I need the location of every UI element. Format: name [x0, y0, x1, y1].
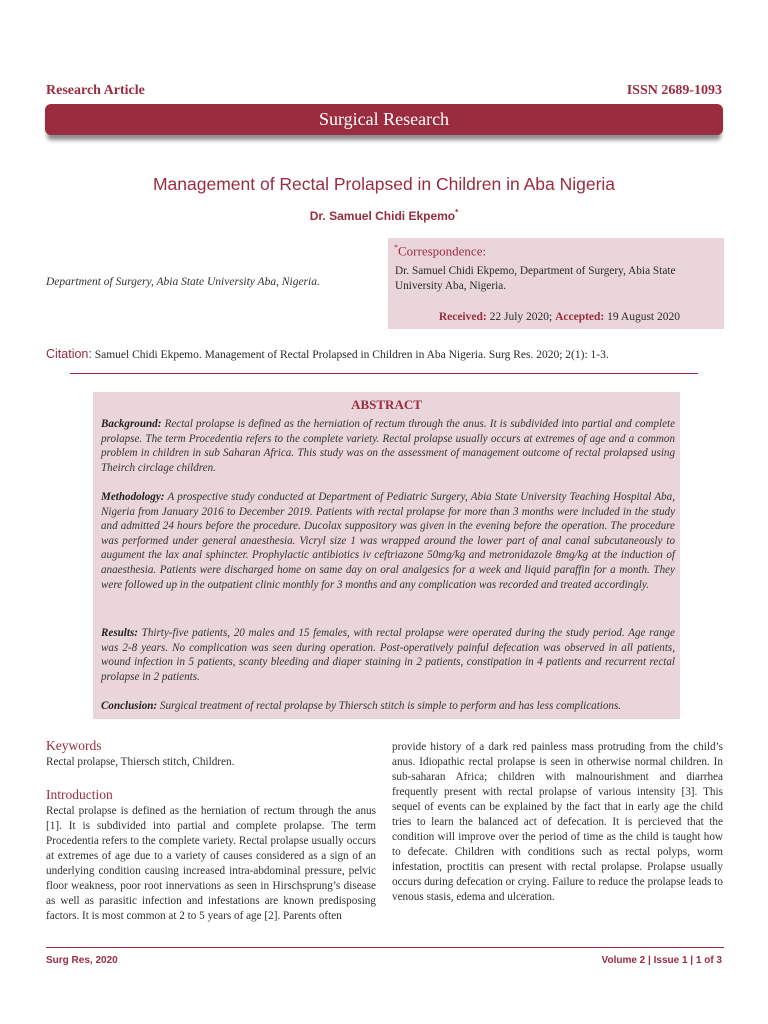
- header-row: [46, 83, 722, 101]
- affiliation: Department of Surgery, Abia State University Aba, Nigeria.: [46, 276, 320, 288]
- journal-banner: [45, 104, 723, 135]
- divider: [70, 373, 698, 374]
- author-line: [40, 208, 728, 223]
- abstract-conclusion: Conclusion: Surgical treatment of rectal prolapse by Thiersch stitch is simple to perform and has less complications.: [101, 700, 622, 712]
- citation-label: Citation:: [46, 347, 92, 361]
- abstract-background: Background: Rectal prolapse is defined as the herniation of rectum through the anus. It is subdivided into partial and complete prolapse. The term Procedentia refers to the complete variety. Rectal prolapse usually occurs at extremes of age and a common problem in children in sub Saharan Africa. This study was on the assessment of management outcome of rectal prolapsed using Theirch circlage children.: [101, 418, 676, 474]
- article-type: Research Article: [46, 83, 145, 98]
- footer-page-info: Volume 2 | Issue 1 | 1 of 3: [601, 955, 722, 966]
- correspondence-body: Dr. Samuel Chidi Ekpemo, Department of Surgery, Abia State University Aba, Nigeria.: [395, 265, 676, 292]
- citation-text: Samuel Chidi Ekpemo. Management of Rectal Prolapsed in Children in Aba Nigeria. Surg Res. 2020; 2(1): 1-3.: [94, 349, 609, 361]
- paper-title: Management of Rectal Prolapsed in Children in Aba Nigeria: [152, 174, 616, 194]
- correspondence-dates: [439, 311, 680, 323]
- journal-name: Surgical Research: [318, 109, 450, 129]
- introduction-heading: Introduction: [46, 787, 113, 802]
- correspondence-box: [388, 238, 724, 329]
- abstract-box: [93, 392, 680, 719]
- correspondence-mark: *: [394, 243, 398, 252]
- introduction-right-text: provide history of a dark red painless mass protruding from the child’s anus. Idiopathic rectal prolapse is seen in otherwise normal children. In sub-saharan Africa; children with malnourishment and diarrhea frequently present with rectal prolapse of various intensity [3]. This sequel of events can be explained by the fact that in early age the child tries to learn the balanced act of defecation. It is percieved that the condition will improve over the period of time as the child is taught how to defecate. Children with conditions such as rectal polyps, worm infestation, proctitis can present with rectal prolapse. Prolapse usually occurs during defecation or crying. Failure to reduce the prolapse leads to venous stasis, edema and ulceration.: [392, 741, 723, 903]
- received-label: Received:: [438, 311, 487, 323]
- abstract-heading: ABSTRACT: [351, 397, 422, 412]
- introduction-left-text: Rectal prolapse is defined as the herniation of rectum through the anus [1]. It is subdivided into partial and complete prolapse. The term Procedentia refers to the complete variety. Rectal prolapse usually occurs at extremes of age due to a variety of causes considered as a sign of an underlying condition causing increased intra-abdominal pressure, pelvic floor weakness, poor root innervations as seen in Hirschsprung’s disease as well as parasitic infection and infestations are known predisposing factors. It is most common at 2 to 5 years of age [2]. Parents often: [46, 805, 376, 922]
- correspondence-heading: *Correspondence:: [394, 243, 487, 259]
- author-mark: *: [455, 208, 459, 217]
- keywords-heading: Keywords: [46, 738, 102, 753]
- abstract-methodology: Methodology: A prospective study conducted at Department of Pediatric Surgery, Abia State University Teaching Hospital Aba, Nigeria from January 2016 to December 2019. Patients with rectal prolapse for more than 3 months were included in the study and admitted 24 hours before the procedure. Ducolax suppository was given in the evening before the operation. The procedure was performed under general anaesthesia. Vicryl size 1 was wrapped around the lower part of anal canal subcutaneously to augument the lax anal sphincter. Prophylactic antibiotics iv ceftriazone 50mg/kg and metronidazole 8mg/kg at the induction of anaesthesia. Patients were discharged home on same day on oral analgesics for a week and liquid paraffin for a month. They were followed up in the outpatient clinic monthly for 3 months and any complication was recorded and treated accordingly.: [101, 491, 675, 591]
- issn: ISSN 2689-1093: [626, 83, 722, 98]
- author-name: Dr. Samuel Chidi Ekpemo: [309, 209, 456, 223]
- keywords-text: Rectal prolapse, Thiersch stitch, Children.: [46, 756, 235, 768]
- citation: [46, 347, 609, 361]
- accepted-label: Accepted:: [555, 311, 605, 323]
- footer-journal: Surg Res, 2020: [46, 955, 118, 966]
- abstract-results: Results: Thirty-five patients, 20 males and 15 females, with rectal prolapse were operated during the study period. Age range was 2-8 years. No complication was seen during operation. Post-operatively painful defecation was observed in all patients, wound infection in 5 patients, scanty bleeding and diaper staining in 2 patients, constipation in 4 patients and recurrent rectal prolapse in 2 patients.: [101, 627, 675, 683]
- accepted-date: 19 August 2020: [607, 311, 680, 323]
- footer-divider: [46, 947, 724, 948]
- received-date: 22 July 2020;: [489, 311, 553, 323]
